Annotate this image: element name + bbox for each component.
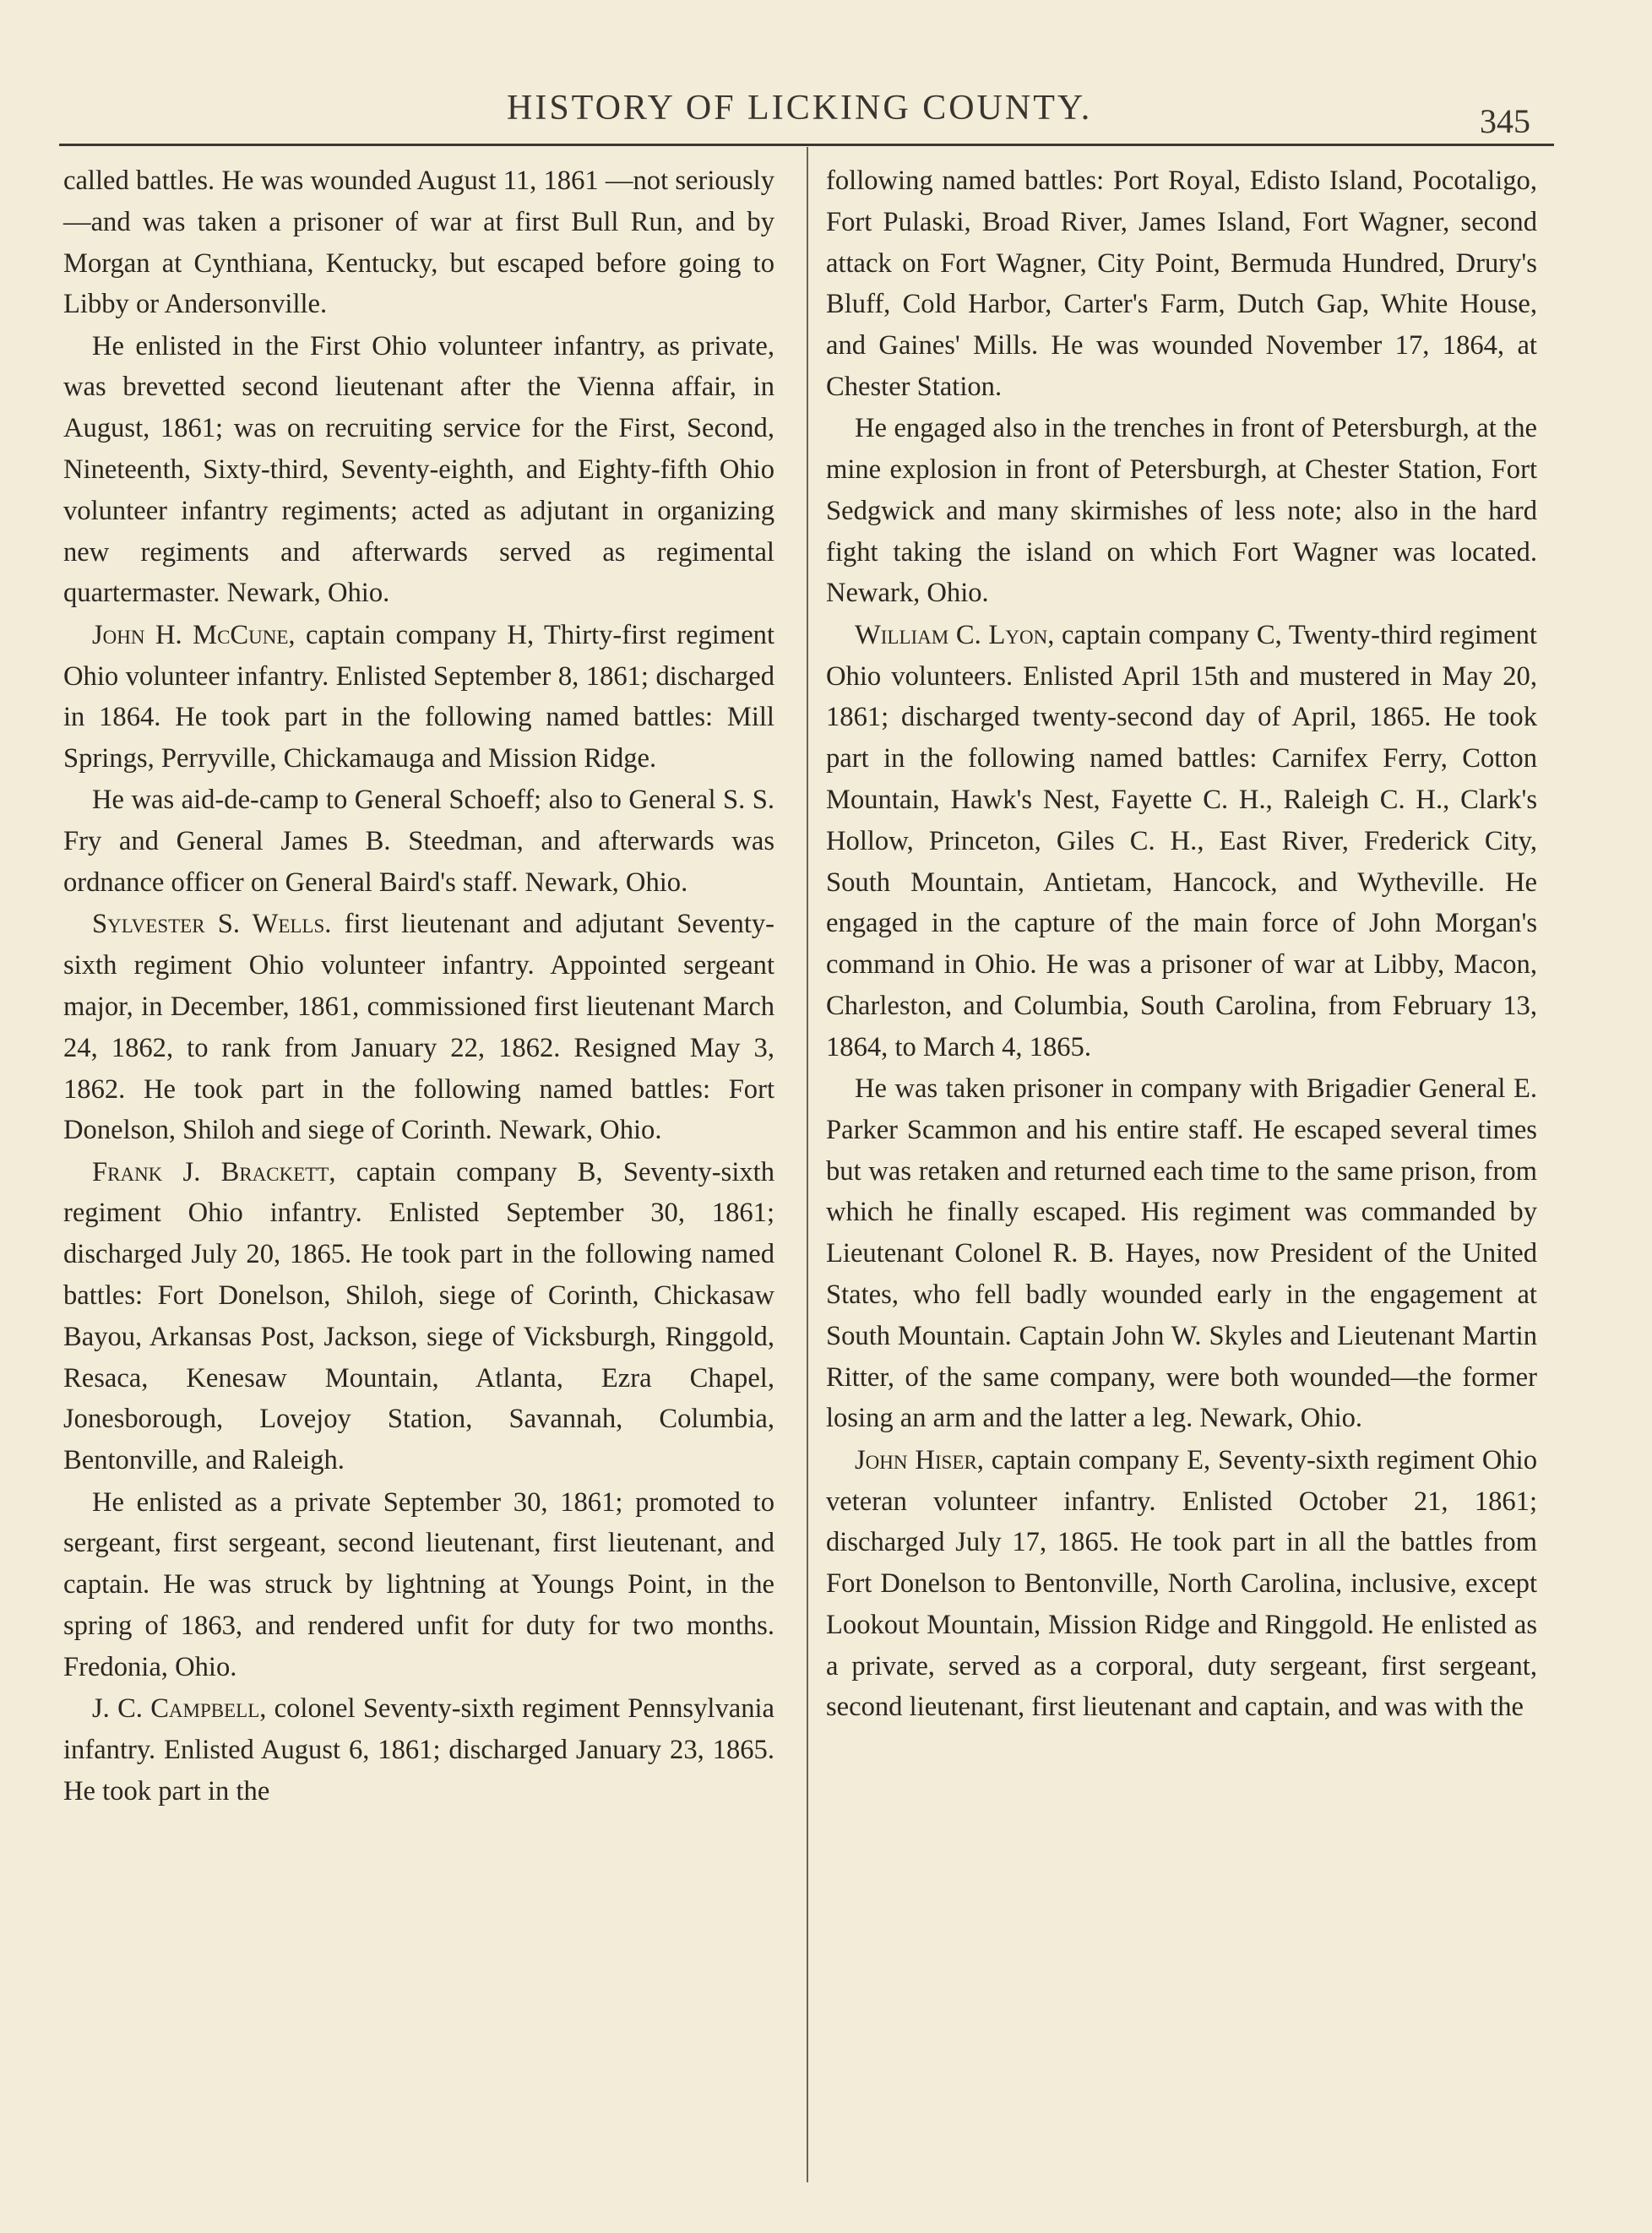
paragraph [63,326,774,615]
column-divider [807,147,808,2182]
paragraph-text: following named battles: Port Royal, Edisto Island, Pocotaligo, Fort Pulaski, Broad River, James Island, Fort Wagner, second attack on Fort Wagner, City Point, Bermuda Hundred, Drury's Bluff, Cold Harbor, Carter's Farm, Dutch Gap, White House, and Gaines' Mills. He was wounded November 17, 1864, at Chester Station. [826,166,1537,402]
paragraph [63,615,774,780]
paragraph-text: He enlisted in the First Ohio volunteer infantry, as private, was brevetted second lieutenant after the Vienna affair, in August, 1861; was on recruiting service for the First, Second, Nineteenth, Sixty-third, Seventy-eighth, and Eighty-fifth Ohio volunteer infantry regiments; acted as adjutant in organizing new regiments and afterwards served as regimental quartermaster. Newark, Ohio. [63,330,774,609]
paragraph-text: He enlisted as a private September 30, 1861; promoted to sergeant, first sergeant, second lieutenant, first lieutenant, and captain. He was struck by lightning at Youngs Point, in the spring of 1863, and rendered unfit for duty for two months. Fredonia, Ohio. [63,1486,774,1682]
paragraph-text: captain company C, Twenty-third regiment Ohio volunteers. Enlisted April 15th and mustered in May 20, 1861; discharged twenty-second day of April, 1865. He took part in the following named battles: Carnifex Ferry, Cotton Mountain, Hawk's Nest, Fayette C. H., Raleigh C. H., Clark's Hollow, Princeton, Giles C. H., East River, Frederick City, South Mountain, Antietam, Hancock, and Wytheville. He engaged in the capture of the main force of John Morgan's command in Ohio. He was a prisoner of war at Libby, Macon, Charleston, and Columbia, South Carolina, from February 13, 1864, to March 4, 1865. [826,619,1537,1062]
paragraph-text: first lieutenant and adjutant Seventy-sixth regiment Ohio volunteer infantry. Appointed sergeant major, in December, 1861, commissioned first lieutenant March 24, 1862, to rank from January 22, 1862. Resigned May 3, 1862. He took part in the following named battles: Fort Donelson, Shiloh and siege of Corinth. Newark, Ohio. [63,909,775,1146]
paragraph-text: captain company B, Seventy-sixth regiment Ohio infantry. Enlisted September 30, 1861; discharged July 20, 1865. He took part in the following named battles: Fort Donelson, Shiloh, siege of Corinth, Chickasaw Bayou, Arkansas Post, Jackson, siege of Vicksburgh, Ringgold, Resaca, Kenesaw Mountain, Atlanta, Ezra Chapel, Jonesborough, Lovejoy Station, Savannah, Columbia, Bentonville, and Raleigh. [63,1156,775,1476]
entry-name: Sylvester S. Wells. [92,909,332,940]
paragraph-text: captain company E, Seventy-sixth regiment Ohio veteran volunteer infantry. Enlisted October 21, 1861; discharged July 17, 1865. He took part in all the battles from Fort Donelson to Bentonville, North Carolina, inclusive, except Lookout Mountain, Mission Ridge and Ringgold. He enlisted as a private, served as a corporal, duty sergeant, first sergeant, second lieutenant, first lieutenant and captain, and was with the [826,1444,1538,1723]
page-number: 345 [1480,102,1530,140]
paragraph [826,408,1537,614]
running-title: HISTORY OF LICKING COUNTY. [507,89,1093,128]
entry-name: J. C. Campbell, [92,1692,267,1724]
paragraph [63,160,774,325]
entry-name: Frank J. Brackett, [92,1156,336,1187]
paragraph-text: colonel Seventy-sixth regiment Pennsylvania infantry. Enlisted August 6, 1861; discharged January 23, 1865. He took part in the [63,1692,774,1807]
paragraph-text: called battles. He was wounded August 11, 1861 —not seriously—and was taken a prisoner of war at first Bull Run, and by Morgan at Cynthiana, Kentucky, but escaped before going to Libby or Andersonville. [63,166,774,320]
paragraph [63,1688,774,1812]
paragraph [63,1482,774,1688]
paragraph-text: He engaged also in the trenches in front of Petersburgh, at the mine explosion in front of Petersburgh, at Chester Station, Fort Sedgwick and many skirmishes of less note; also in the hard fight taking the island on which Fort Wagner was located. Newark, Ohio. [826,413,1537,609]
paragraph-text: captain company H, Thirty-first regiment Ohio volunteer infantry. Enlisted September 8, 1861; discharged in 1864. He took part in the following named battles: Mill Springs, Perryville, Chickamauga and Mission Ridge. [63,619,774,774]
running-head [0,81,1652,140]
header-rule [59,144,1554,146]
paragraph [826,160,1537,408]
right-column [826,160,1537,1729]
paragraph [63,904,774,1151]
entry-name: John Hiser, [855,1444,984,1475]
entry-name: John H. McCune, [92,619,296,650]
entry-name: William C. Lyon, [855,619,1055,650]
paragraph-text: He was taken prisoner in company with Brigadier General E. Parker Scammon and his entire staff. He escaped several times but was retaken and returned each time to the same prison, from which he finally escaped. His regiment was commanded by Lieutenant Colonel R. B. Hayes, now President of the United States, who fell badly wounded early in the engagement at South Mountain. Captain John W. Skyles and Lieutenant Martin Ritter, of the same company, were both wounded—the former losing an arm and the latter a leg. Newark, Ohio. [826,1073,1537,1434]
paragraph [826,615,1537,1068]
paragraph [826,1068,1537,1439]
paragraph [826,1440,1537,1729]
left-column [63,160,774,1812]
paragraph [63,1152,774,1481]
paragraph-text: He was aid-de-camp to General Schoeff; also to General S. S. Fry and General James B. Steedman, and afterwards was ordnance officer on General Baird's staff. Newark, Ohio. [63,785,774,899]
paragraph [63,780,774,903]
